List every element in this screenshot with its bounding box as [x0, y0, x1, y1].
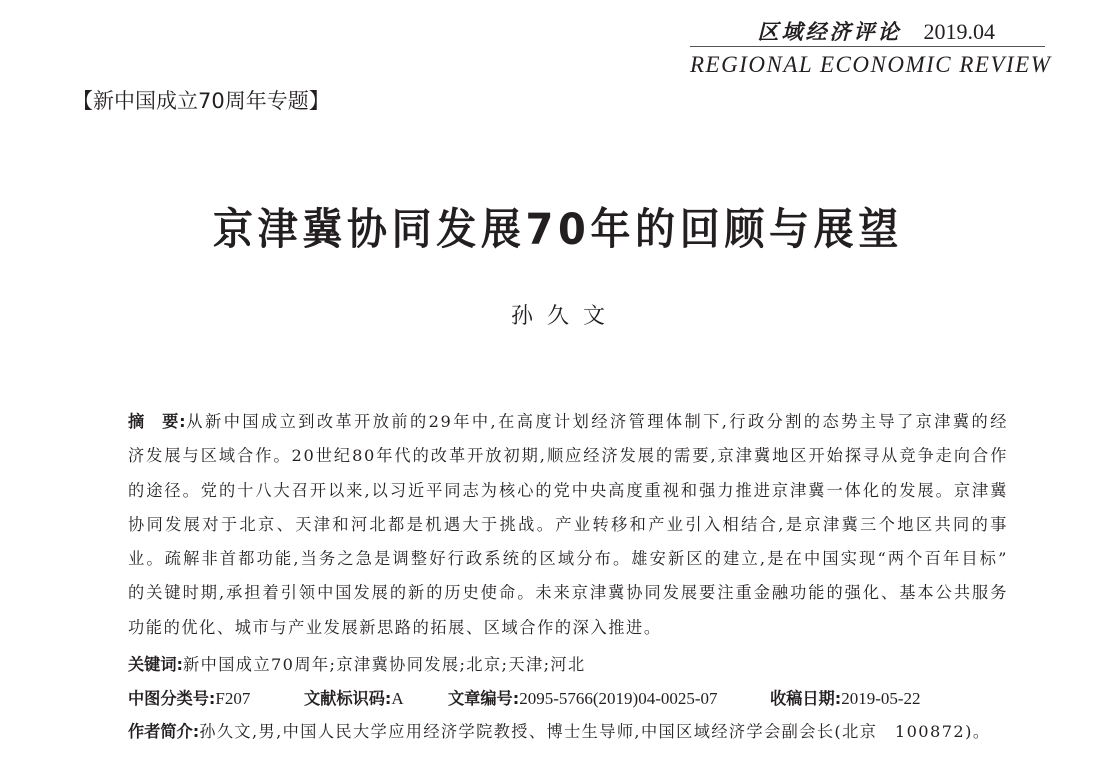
- abstract-line: 业。疏解非首都功能,当务之急是调整好行政系统的区域分布。雄安新区的建立,是在中国实现“两个百年目标”: [128, 549, 1008, 569]
- abstract-line: 协同发展对于北京、天津和河北都是机遇大于挑战。产业转移和产业引入相结合,是京津冀三个地区共同的事: [128, 514, 1008, 534]
- abstract: [128, 405, 1008, 645]
- doc-code-label: 文献标识码:: [304, 689, 392, 708]
- column-tag: 【新中国成立70周年专题】: [72, 89, 330, 113]
- keywords-value: 新中国成立70周年;京津冀协同发展;北京;天津;河北: [183, 655, 586, 674]
- abstract-line: 的关键时期,承担着引领中国发展的新的历史使命。未来京津冀协同发展要注重金融功能的强化、基本公共服务: [128, 583, 1008, 603]
- journal-masthead-cn: [690, 17, 1045, 47]
- keywords: [128, 650, 1028, 680]
- author-bio-label: 作者简介:: [128, 722, 200, 741]
- abstract-line: 济发展与区域合作。20世纪80年代的改革开放初期,顺应经济发展的需要,京津冀地区开始探寻从竞争走向合作: [128, 446, 1008, 466]
- article-number-field: [448, 684, 770, 714]
- abstract-label: 摘 要:: [128, 412, 186, 431]
- clc-value: F207: [215, 689, 251, 708]
- doc-code-value: A: [391, 689, 404, 708]
- classification-row: [128, 684, 1028, 714]
- author-bio: [128, 717, 1028, 747]
- issue-number: 2019.04: [923, 19, 995, 44]
- article-author: 孙久文: [510, 304, 619, 329]
- doc-code-field: [304, 684, 448, 714]
- article-number-label: 文章编号:: [448, 689, 520, 708]
- received-date-label: 收稿日期:: [770, 689, 842, 708]
- author-bio-value: 孙久文,男,中国人民大学应用经济学院教授、博士生导师,中国区域经济学会副会长(北京 100872)。: [199, 722, 991, 741]
- received-date-value: 2019-05-22: [841, 689, 921, 708]
- abstract-line: 的途径。党的十八大召开以来,以习近平同志为核心的党中央高度重视和强力推进京津冀一体化的发展。京津冀: [128, 480, 1008, 500]
- received-date-field: [770, 684, 921, 714]
- keywords-label: 关键词:: [128, 655, 184, 674]
- abstract-line: [128, 405, 1008, 439]
- abstract-text: 从新中国成立到改革开放前的29年中,在高度计划经济管理体制下,行政分割的态势主导了京津冀的经: [185, 412, 1008, 431]
- clc-field: [128, 684, 304, 714]
- journal-name-en: REGIONAL ECONOMIC REVIEW: [690, 52, 1052, 77]
- abstract-line: 功能的优化、城市与产业发展新思路的拓展、区域合作的深入推进。: [128, 617, 662, 637]
- article-number-value: 2095-5766(2019)04-0025-07: [519, 689, 718, 708]
- article-title: 京津冀协同发展70年的回顾与展望: [213, 205, 903, 255]
- journal-name-cn: 区域经济评论: [757, 19, 902, 44]
- clc-label: 中图分类号:: [128, 689, 216, 708]
- header-divider: [690, 46, 1045, 47]
